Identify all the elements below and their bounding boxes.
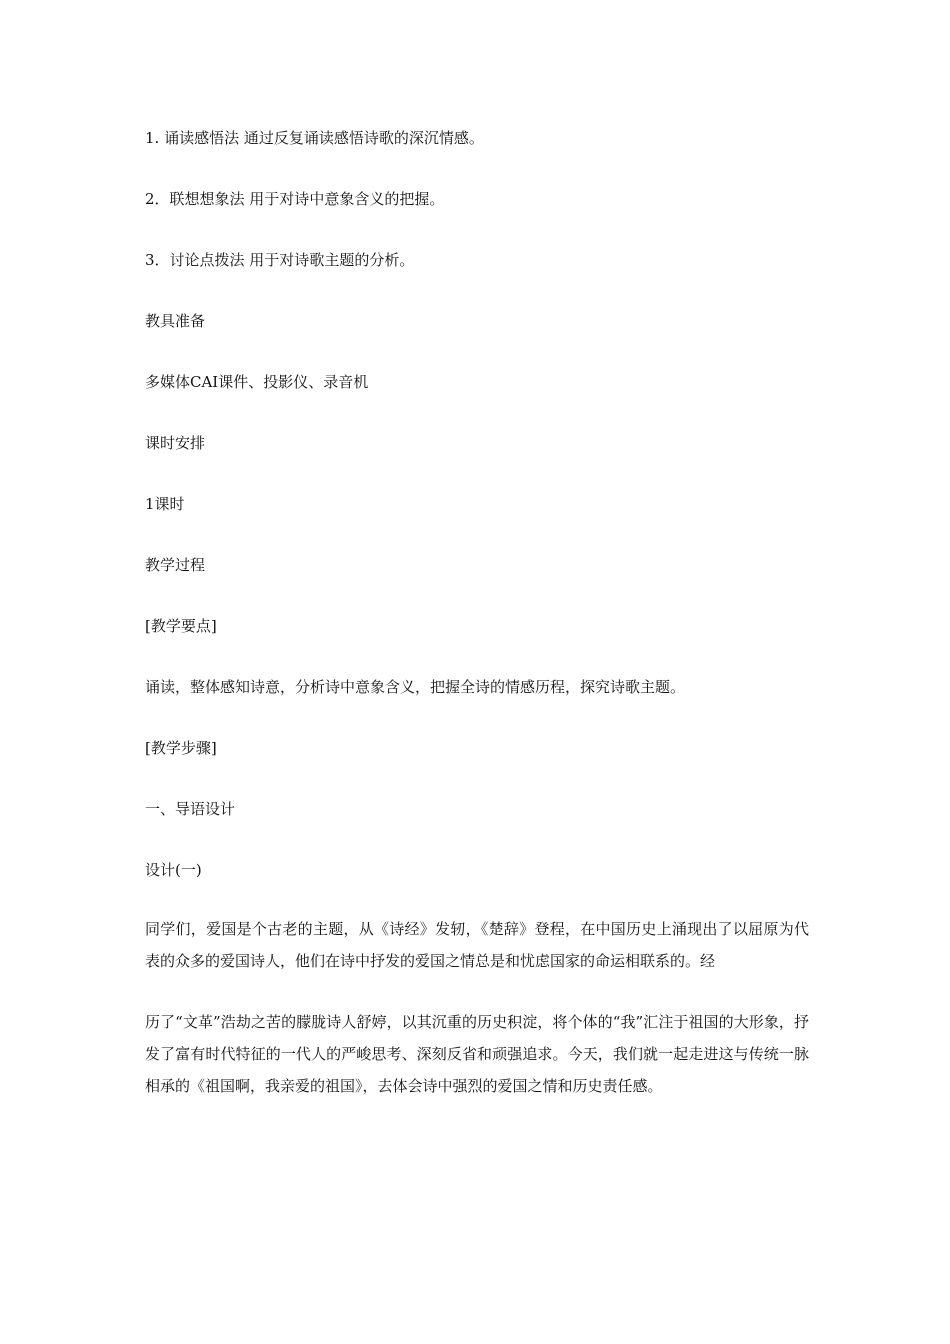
document-body xyxy=(145,124,809,1102)
key-points-text: 诵读，整体感知诗意，分析诗中意象含义，把握全诗的情感历程，探究诗歌主题。 xyxy=(145,678,686,696)
method-item-3: 3．讨论点拨法 用于对诗歌主题的分析。 xyxy=(145,251,415,269)
method-item-2: 2．联想想象法 用于对诗中意象含义的把握。 xyxy=(145,190,445,208)
paragraph-one: 同学们，爱国是个古老的主题，从《诗经》发轫，《楚辞》登程，在中国历史上涌现出了以屈原为代表的众多的爱国诗人，他们在诗中抒发的爱国之情总是和忧虑国家的命运相联系的。经 xyxy=(145,920,809,970)
tools-heading: 教具准备 xyxy=(145,312,206,330)
schedule-heading: 课时安排 xyxy=(145,434,206,452)
section-one-heading: 一、导语设计 xyxy=(145,800,236,818)
method-item-1: 1. 诵读感悟法 通过反复诵读感悟诗歌的深沉情感。 xyxy=(145,129,484,147)
design-one-heading: 设计(一) xyxy=(145,861,202,879)
process-heading: 教学过程 xyxy=(145,556,206,574)
schedule-text: 1课时 xyxy=(145,495,185,513)
tools-text: 多媒体CAI课件、投影仪、录音机 xyxy=(145,373,369,391)
steps-heading: [教学步骤] xyxy=(145,739,217,757)
paragraph-two: 历了“文革”浩劫之苦的朦胧诗人舒婷，以其沉重的历史积淀，将个体的“我”汇注于祖国的大形象，抒发了富有时代特征的一代人的严峻思考、深刻反省和顽强追求。今天，我们就一起走进这与传统一脉相承的《祖国啊，我亲爱的祖国》，去体会诗中强烈的爱国之情和历史责任感。 xyxy=(145,1013,809,1095)
key-points-heading: [教学要点] xyxy=(145,617,217,635)
